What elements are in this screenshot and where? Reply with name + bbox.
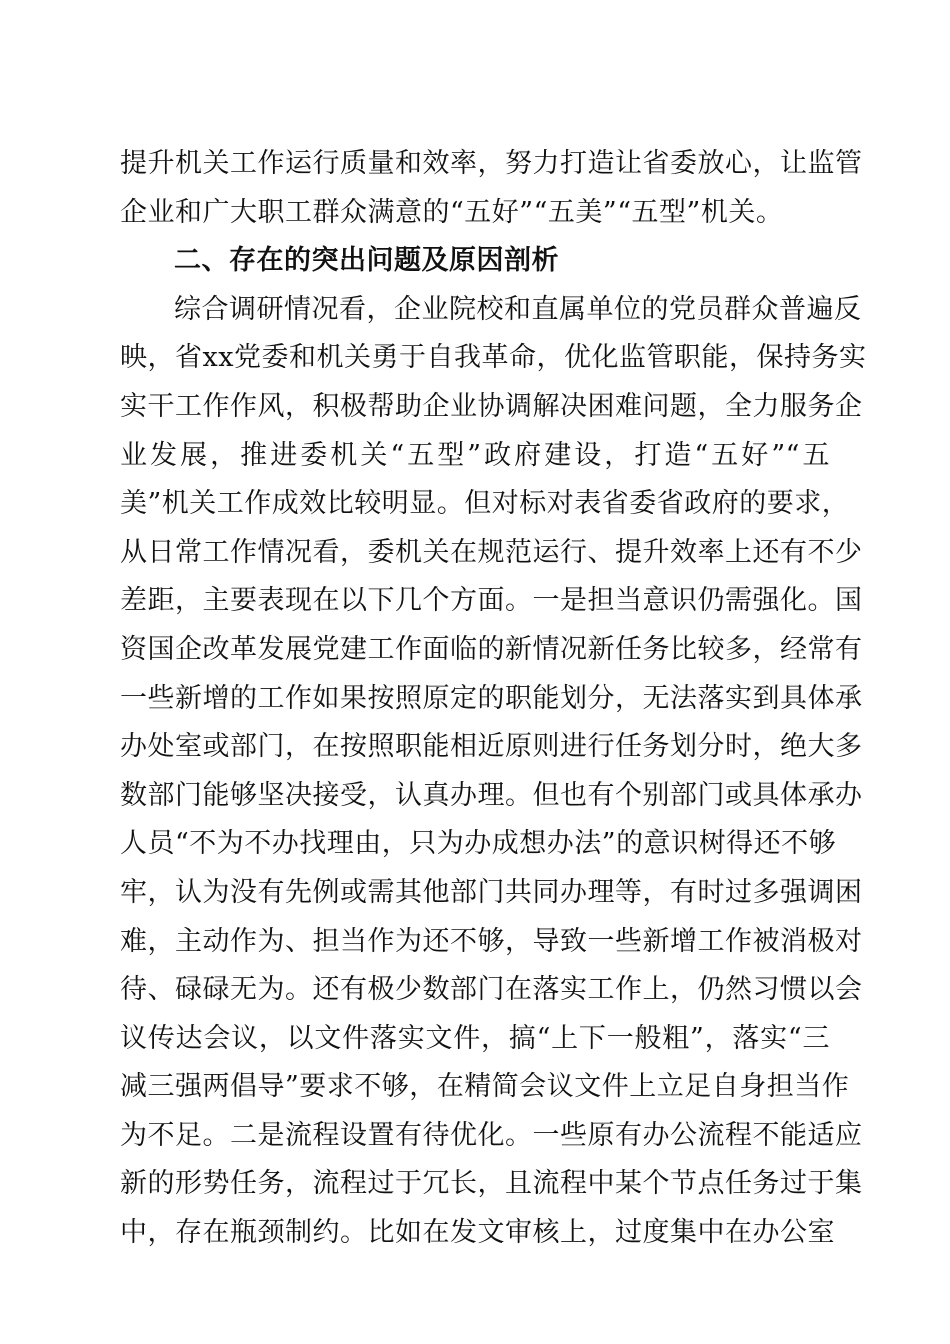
text-line: 待、碌碌无为。还有极少数部门在落实工作上，仍然习惯以会 — [120, 974, 863, 1006]
text-line: 人员“不为不办找理由，只为办成想办法”的意识树得还不够 — [120, 828, 837, 860]
text-line: 从日常工作情况看，委机关在规范运行、提升效率上还有不少 — [120, 536, 863, 568]
text-line: 难，主动作为、担当作为还不够，导致一些新增工作被消极对 — [120, 925, 863, 957]
document-body — [120, 140, 867, 1258]
text-line: 一些新增的工作如果按照原定的职能划分，无法落实到具体承 — [120, 682, 863, 714]
text-line: 牢，认为没有先例或需其他部门共同办理等，有时过多强调困 — [120, 876, 863, 908]
text-line: 新的形势任务，流程过于冗长，且流程中某个节点任务过于集 — [120, 1168, 863, 1200]
text-line: 办处室或部门，在按照职能相近原则进行任务划分时，绝大多 — [120, 731, 863, 763]
text-line: 实干工作作风，积极帮助企业协调解决困难问题，全力服务企 — [120, 390, 863, 422]
text-line: 减三强两倡导”要求不够，在精简会议文件上立足自身担当作 — [120, 1071, 850, 1103]
text-line: 议传达会议，以文件落实文件，搞“上下一般粗”，落实“三 — [120, 1022, 830, 1054]
text-line: 差距，主要表现在以下几个方面。一是担当意识仍需强化。国 — [120, 585, 863, 617]
text-line: 映，省xx党委和机关勇于自我革命，优化监管职能，保持务实 — [120, 342, 867, 374]
text-line: 业发展，推进委机关“五型”政府建设，打造“五好”“五 — [120, 439, 830, 471]
section-heading: 二、存在的突出问题及原因剖析 — [174, 245, 559, 277]
text-line: 企业和广大职工群众满意的“五好”“五美”“五型”机关。 — [120, 196, 784, 228]
text-line: 中，存在瓶颈制约。比如在发文审核上，过度集中在办公室 — [120, 1217, 835, 1249]
text-line: 提升机关工作运行质量和效率，努力打造让省委放心，让监管 — [120, 148, 863, 179]
text-line: 为不足。二是流程设置有待优化。一些原有办公流程不能适应 — [120, 1119, 863, 1151]
text-line: 数部门能够坚决接受，认真办理。但也有个别部门或具体承办 — [120, 779, 863, 811]
paragraph-first-line: 综合调研情况看，企业院校和直属单位的党员群众普遍反 — [174, 293, 862, 325]
text-line: 资国企改革发展党建工作面临的新情况新任务比较多，经常有 — [120, 633, 863, 665]
text-line: 美”机关工作成效比较明显。但对标对表省委省政府的要求， — [120, 488, 850, 520]
